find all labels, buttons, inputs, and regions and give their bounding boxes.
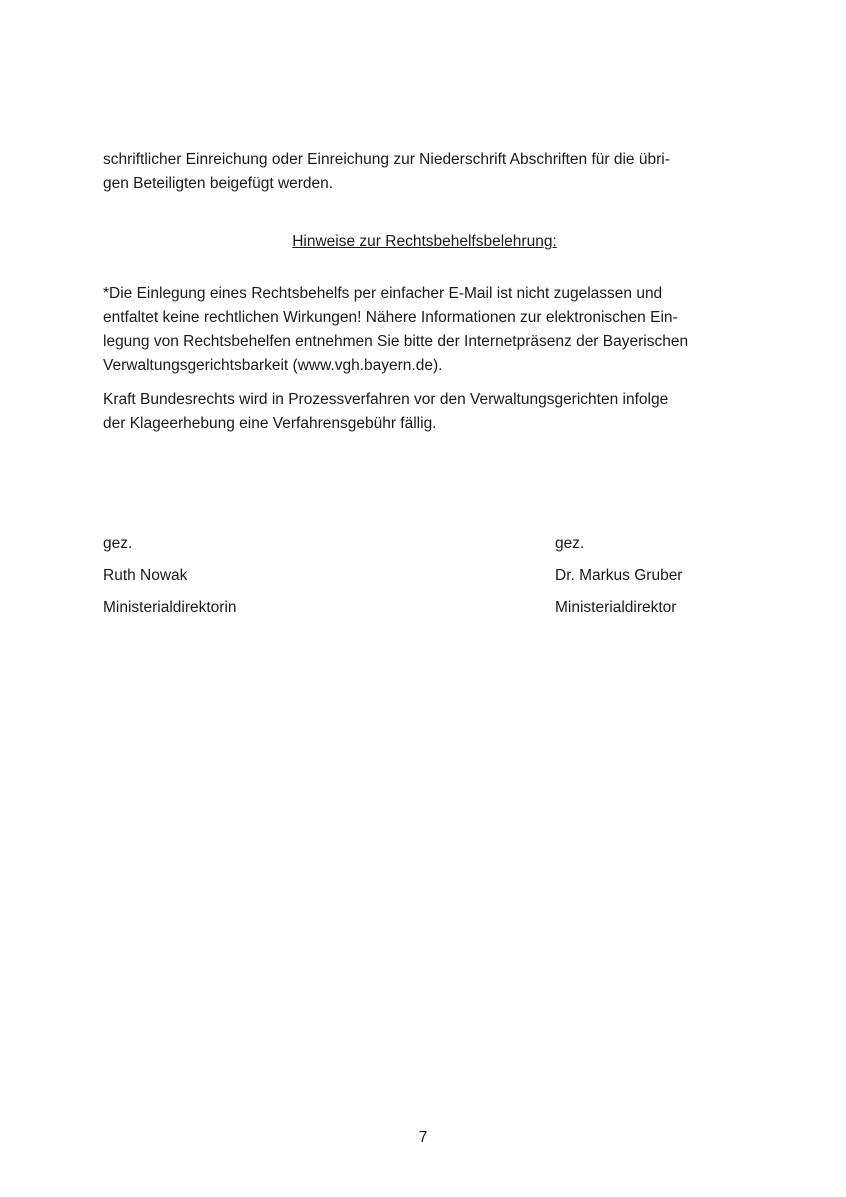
signature-left — [103, 532, 555, 628]
text-line: Verwaltungsgerichtsbarkeit (www.vgh.bayern.de). — [103, 357, 443, 374]
signature-name: Dr. Markus Gruber — [555, 567, 683, 584]
signature-gez: gez. — [103, 535, 133, 552]
signature-name: Ruth Nowak — [103, 567, 188, 584]
signature-title: Ministerialdirektorin — [103, 599, 237, 616]
text-line: Kraft Bundesrechts wird in Prozessverfahren vor den Verwaltungsgerichten infolge — [103, 391, 669, 408]
intro-paragraph — [103, 148, 746, 196]
document-content — [103, 148, 746, 628]
signature-block — [103, 532, 746, 628]
section-heading-text: Hinweise zur Rechtsbehelfsbelehrung: — [292, 233, 557, 250]
signature-gez: gez. — [555, 535, 585, 552]
text-line: *Die Einlegung eines Rechtsbehelfs per einfacher E-Mail ist nicht zugelassen und — [103, 285, 663, 302]
text-line: gen Beteiligten beigefügt werden. — [103, 175, 334, 192]
text-line: der Klageerhebung eine Verfahrensgebühr fällig. — [103, 415, 437, 432]
signature-right — [555, 532, 746, 628]
fee-paragraph — [103, 388, 746, 436]
section-heading — [103, 230, 746, 254]
text-line: entfaltet keine rechtlichen Wirkungen! Nähere Informationen zur elektronischen Ein- — [103, 309, 678, 326]
email-notice-paragraph — [103, 282, 746, 378]
text-line: legung von Rechtsbehelfen entnehmen Sie bitte der Internetpräsenz der Bayerischen — [103, 333, 689, 350]
page-number: 7 — [418, 1129, 428, 1146]
text-line: schriftlicher Einreichung oder Einreichung zur Niederschrift Abschriften für die übri- — [103, 151, 670, 168]
signature-title: Ministerialdirektor — [555, 599, 677, 616]
